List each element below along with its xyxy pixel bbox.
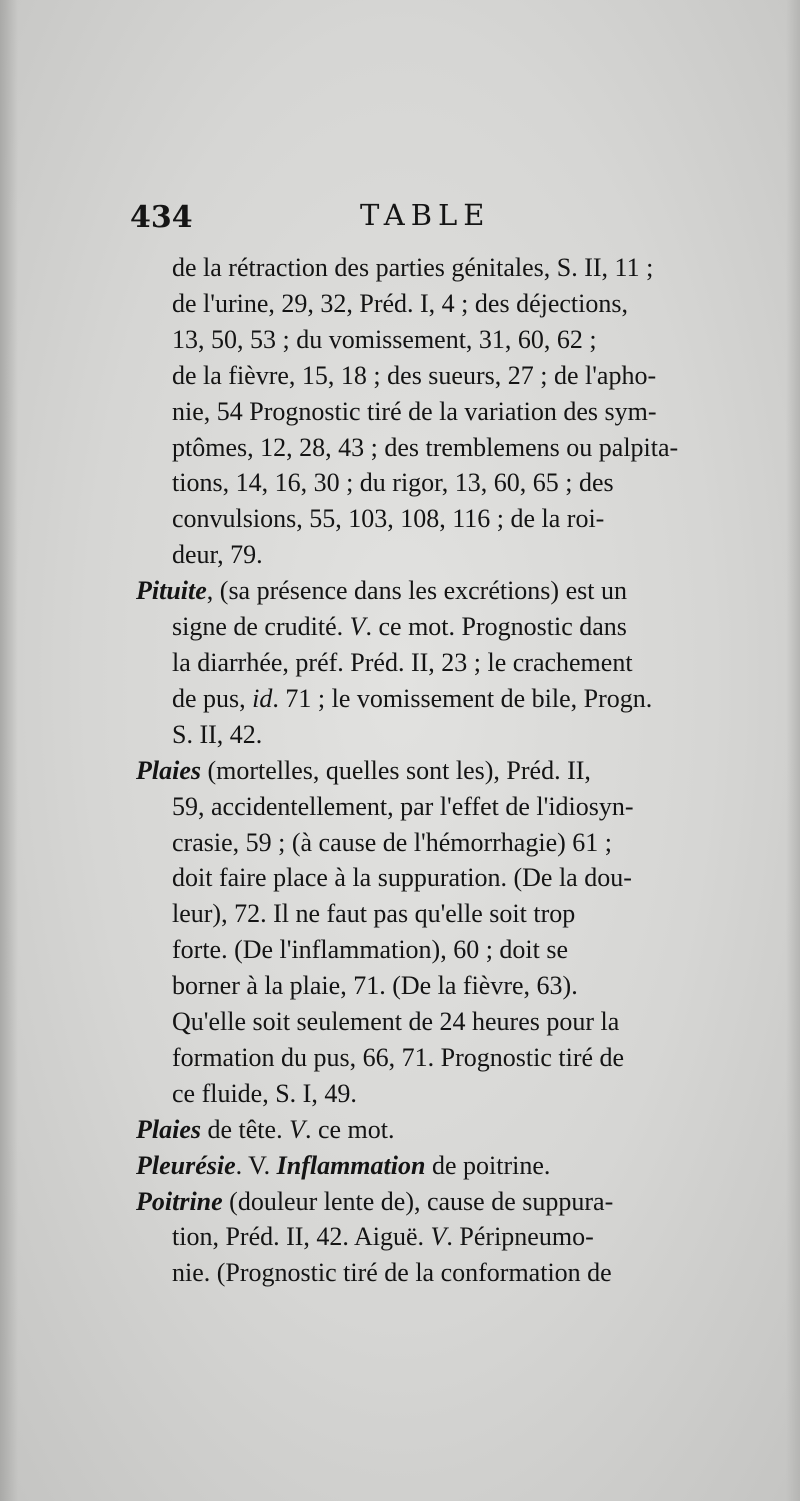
- index-line: [136, 825, 738, 861]
- index-entry-line: [136, 1184, 738, 1220]
- line-text: tions, 14, 16, 30 ; du rigor, 13, 60, 65 ; des: [172, 468, 614, 498]
- line-text: nie. (Prognostic tiré de la conformation de: [172, 1258, 612, 1288]
- line-text: , (sa présence dans les excrétions) est un: [206, 576, 627, 606]
- line-text: de l'urine, 29, 32, Préd. I, 4 ; des déjections,: [172, 288, 628, 318]
- line-text: ptômes, 12, 28, 43 ; des tremblemens ou palpita-: [172, 432, 679, 462]
- line-text: la diarrhée, préf. Préd. II, 23 ; le crachement: [172, 647, 633, 677]
- index-entry-line: [136, 1112, 738, 1148]
- entry-headword: Inflammation: [276, 1150, 426, 1180]
- index-line: [136, 1076, 738, 1112]
- entry-headword: Plaies: [136, 1114, 201, 1144]
- line-text: 59, accidentellement, par l'effet de l'idiosyn-: [172, 791, 634, 821]
- index-line: [136, 358, 738, 394]
- index-line: [136, 250, 738, 286]
- line-text: forte. (De l'inflammation), 60 ; doit se: [172, 935, 569, 965]
- line-text: borner à la plaie, 71. (De la fièvre, 63).: [172, 971, 578, 1001]
- running-title: TABLE: [360, 198, 491, 232]
- entry-headword: Pleurésie: [136, 1150, 236, 1180]
- line-text: (douleur lente de), cause de suppura-: [222, 1186, 614, 1216]
- line-text: . Péripneumo-: [446, 1222, 594, 1252]
- line-text: convulsions, 55, 103, 108, 116 ; de la roi-: [172, 504, 605, 534]
- line-text: doit faire place à la suppuration. (De la dou-: [172, 863, 632, 893]
- index-line: [136, 717, 738, 753]
- index-text-body: [136, 250, 738, 1291]
- line-text: de tête.: [201, 1114, 290, 1144]
- line-text: ce fluide, S. I, 49.: [172, 1078, 357, 1108]
- index-line: [136, 465, 738, 501]
- italic-text: V: [349, 612, 366, 642]
- index-line: [136, 932, 738, 968]
- line-text: deur, 79.: [172, 540, 263, 570]
- index-line: [136, 322, 738, 358]
- line-text: 13, 50, 53 ; du vomissement, 31, 60, 62 ;: [172, 324, 597, 354]
- index-line: [136, 645, 738, 681]
- index-entry-line: [136, 753, 738, 789]
- index-line: [136, 501, 738, 537]
- line-text: tion, Préd. II, 42. Aiguë.: [172, 1222, 431, 1252]
- page-edge-shadow-right: [786, 0, 800, 1501]
- index-line: [136, 1040, 738, 1076]
- index-entry-line: [136, 573, 738, 609]
- line-text: formation du pus, 66, 71. Prognostic tiré de: [172, 1042, 625, 1072]
- line-text: de la rétraction des parties génitales, S. II, 11 ;: [172, 253, 654, 282]
- line-text: Qu'elle soit seulement de 24 heures pour la: [172, 1007, 620, 1037]
- page-header: [130, 198, 740, 242]
- line-text: S. II, 42.: [172, 719, 263, 749]
- line-text: leur), 72. Il ne faut pas qu'elle soit trop: [172, 899, 576, 929]
- italic-text: id: [252, 683, 273, 713]
- page-edge-shadow-left: [0, 0, 18, 1501]
- line-text: crasie, 59 ; (à cause de l'hémorrhagie) 61 ;: [172, 827, 612, 857]
- entry-headword: Plaies: [136, 755, 201, 785]
- page-number: 434: [130, 200, 193, 235]
- italic-text: V: [289, 1114, 305, 1144]
- line-text: signe de crudité.: [172, 612, 350, 642]
- line-text: . ce mot. Prognostic dans: [365, 612, 627, 642]
- index-entry-line: [136, 1148, 738, 1184]
- index-line: [136, 430, 738, 466]
- index-line: [136, 537, 738, 573]
- line-text: (mortelles, quelles sont les), Préd. II,: [201, 755, 591, 785]
- index-line: [136, 286, 738, 322]
- line-text: . 71 ; le vomissement de bile, Progn.: [272, 683, 653, 713]
- line-text: nie, 54 Prognostic tiré de la variation des sym-: [172, 396, 657, 426]
- entry-headword: Pituite: [136, 576, 207, 606]
- index-line: [136, 609, 738, 645]
- index-line: [136, 860, 738, 896]
- index-line: [136, 1219, 738, 1255]
- index-line: [136, 681, 738, 717]
- index-line: [136, 394, 738, 430]
- index-line: [136, 968, 738, 1004]
- index-line: [136, 1255, 738, 1291]
- line-text: de la fièvre, 15, 18 ; des sueurs, 27 ; de l'apho-: [172, 360, 657, 390]
- line-text: . ce mot.: [304, 1114, 395, 1144]
- entry-headword: Poitrine: [136, 1186, 223, 1216]
- index-line: [136, 896, 738, 932]
- line-text: . V.: [235, 1150, 277, 1180]
- italic-text: V: [430, 1222, 447, 1252]
- line-text: de pus,: [172, 683, 253, 713]
- index-line: [136, 789, 738, 825]
- index-line: [136, 1004, 738, 1040]
- line-text: de poitrine.: [425, 1150, 551, 1180]
